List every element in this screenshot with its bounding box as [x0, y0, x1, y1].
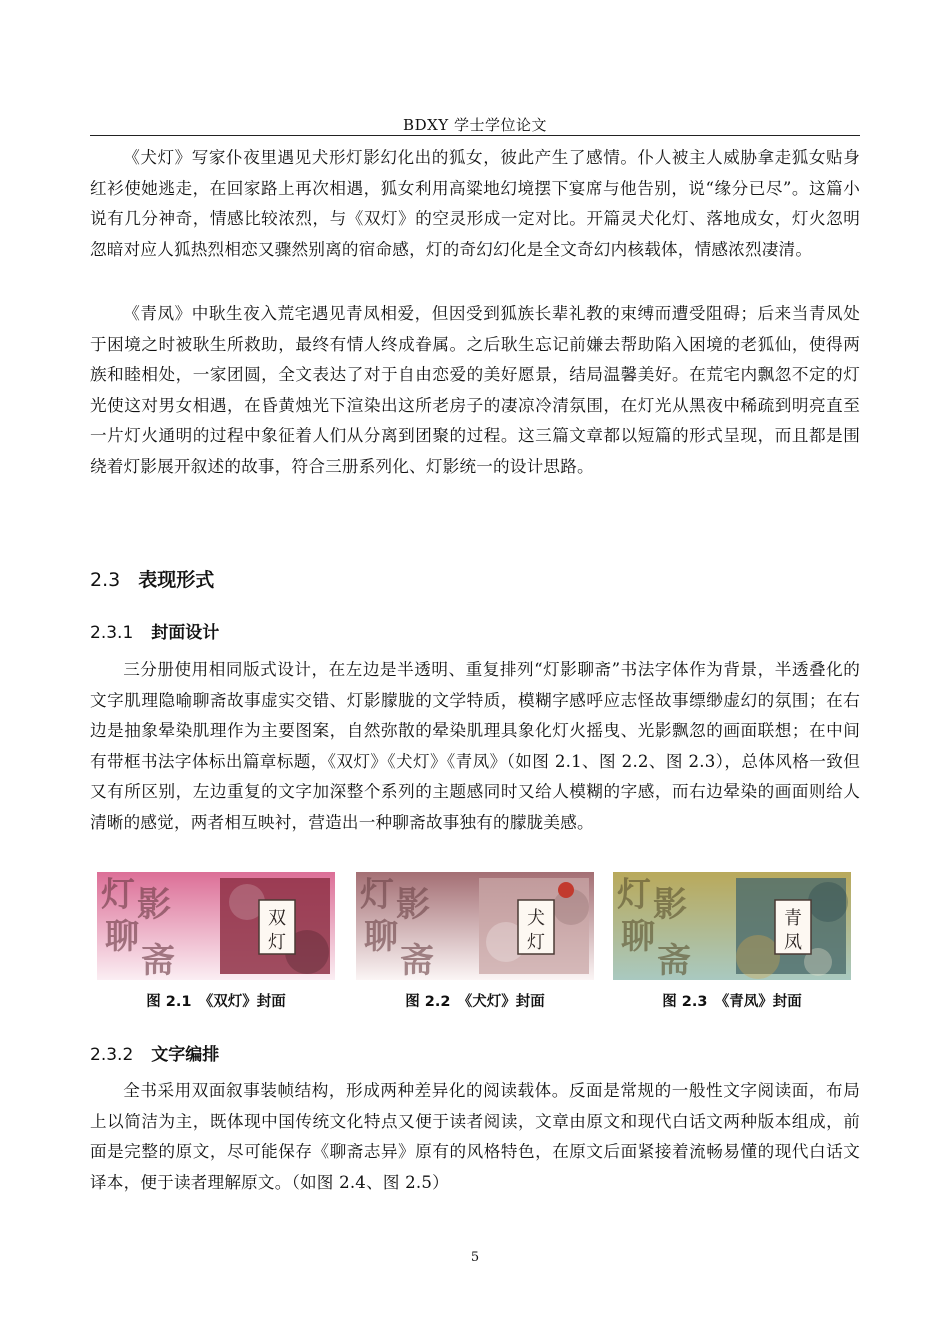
paragraph-cover-design: 三分册使用相同版式设计，在左边是半透明、重复排列“灯影聊斋”书法字体作为背景，半透叠化的文字肌理隐喻聊斋故事虚实交错、灯影朦胧的文学特质，模糊字感呼应志怪故事缥缈虚幻的氛围；在右边是抽象晕染肌理作为主要图案，自然弥散的晕染肌理具象化灯火摇曳、光影飘忽的画面联想；在中间有带框书法字体标出篇章标题，《双灯》《犬灯》《青凤》（如图 2.1、图 2.2、图 2.3），总体风格一致但又有所区别，左边重复的文字加深整个系列的主题感同时又给人模糊的字感，而右边晕染的画面则给人清晰的感觉，两者相互映衬，营造出一种聊斋故事独有的朦胧美感。	[90, 660, 860, 832]
background-glyph: 影	[137, 885, 171, 925]
page-header: BDXY 学士学位论文	[403, 116, 547, 134]
red-seal	[558, 882, 574, 898]
svg-text:凤: 凤	[784, 932, 802, 953]
svg-text:青: 青	[784, 908, 802, 929]
background-glyph: 斋	[657, 941, 691, 980]
section-title: 封面设计	[151, 623, 220, 643]
paragraph-qingfeng: 《青凤》中耿生夜入荒宅遇见青凤相爱，但因受到狐族长辈礼教的束缚而遭受阻碍；后来当青凤处于困境之时被耿生所救助，最终有情人终成眷属。之后耿生忘记前嫌去帮助陷入困境的老狐仙，使得两族和睦相处，一家团圆，全文表达了对于自由恋爱的美好愿景，结局温馨美好。在荒宅内飘忽不定的灯光使这对男女相遇，在昏黄烛光下渲染出这所老房子的凄凉冷清氛围，在灯光从黑夜中稀疏到明亮直至一片灯火通明的过程中象征着人们从分离到团聚的过程。这三篇文章都以短篇的形式呈现，而且都是围绕着灯影展开叙述的故事，符合三册系列化、灯影统一的设计思路。	[90, 304, 860, 476]
header-rule	[90, 135, 860, 136]
background-glyph: 聊	[364, 917, 398, 957]
figure-2-1-caption: 图 2.1 《双灯》封面	[146, 994, 286, 1010]
figure-2-2-image	[356, 872, 594, 980]
figure-2-2-caption: 图 2.2 《犬灯》封面	[405, 994, 545, 1010]
figure-2-3-image	[613, 872, 851, 980]
background-glyph: 灯	[101, 875, 135, 915]
background-glyph: 影	[653, 885, 687, 925]
section-number: 2.3	[90, 569, 121, 591]
section-heading-2-3-2	[90, 1040, 219, 1065]
section-title: 表现形式	[138, 569, 215, 591]
section-number: 2.3.1	[90, 623, 134, 643]
background-glyph: 聊	[105, 917, 139, 957]
page-number: 5	[470, 1250, 480, 1265]
svg-text:灯: 灯	[527, 932, 545, 953]
svg-text:双: 双	[268, 908, 286, 929]
section-heading-2-3	[90, 565, 214, 592]
background-glyph: 斋	[400, 941, 434, 980]
figure-2-1-image	[97, 872, 335, 980]
background-glyph: 灯	[360, 875, 394, 915]
section-title: 文字编排	[151, 1045, 220, 1065]
svg-text:犬: 犬	[527, 908, 545, 929]
section-heading-2-3-1	[90, 618, 219, 643]
background-glyph: 斋	[141, 941, 175, 980]
paragraph-quandeng: 《犬灯》写家仆夜里遇见犬形灯影幻化出的狐女，彼此产生了感情。仆人被主人威胁拿走狐女贴身红衫使她逃走，在回家路上再次相遇，狐女利用高粱地幻境摆下宴席与他告别，说“缘分已尽”。这篇小说有几分神奇，情感比较浓烈，与《双灯》的空灵形成一定对比。开篇灵犬化灯、落地成女，灯火忽明忽暗对应人狐热烈相恋又骤然别离的宿命感，灯的奇幻幻化是全文奇幻内核载体，情感浓烈凄清。	[90, 148, 860, 259]
background-glyph: 灯	[617, 875, 651, 915]
background-glyph: 影	[396, 885, 430, 925]
section-number: 2.3.2	[90, 1045, 134, 1065]
paragraph-text-layout: 全书采用双面叙事装帧结构，形成两种差异化的阅读载体。反面是常规的一般性文字阅读面，布局上以简洁为主，既体现中国传统文化特点又便于读者阅读，文章由原文和现代白话文两种版本组成，前面是完整的原文，尽可能保存《聊斋志异》原有的风格特色，在原文后面紧接着流畅易懂的现代白话文译本，便于读者理解原文。（如图 2.4、图 2.5）	[90, 1081, 860, 1192]
figure-2-3-caption: 图 2.3 《青凤》封面	[662, 994, 802, 1010]
svg-text:灯: 灯	[268, 932, 286, 953]
background-glyph: 聊	[621, 917, 655, 957]
